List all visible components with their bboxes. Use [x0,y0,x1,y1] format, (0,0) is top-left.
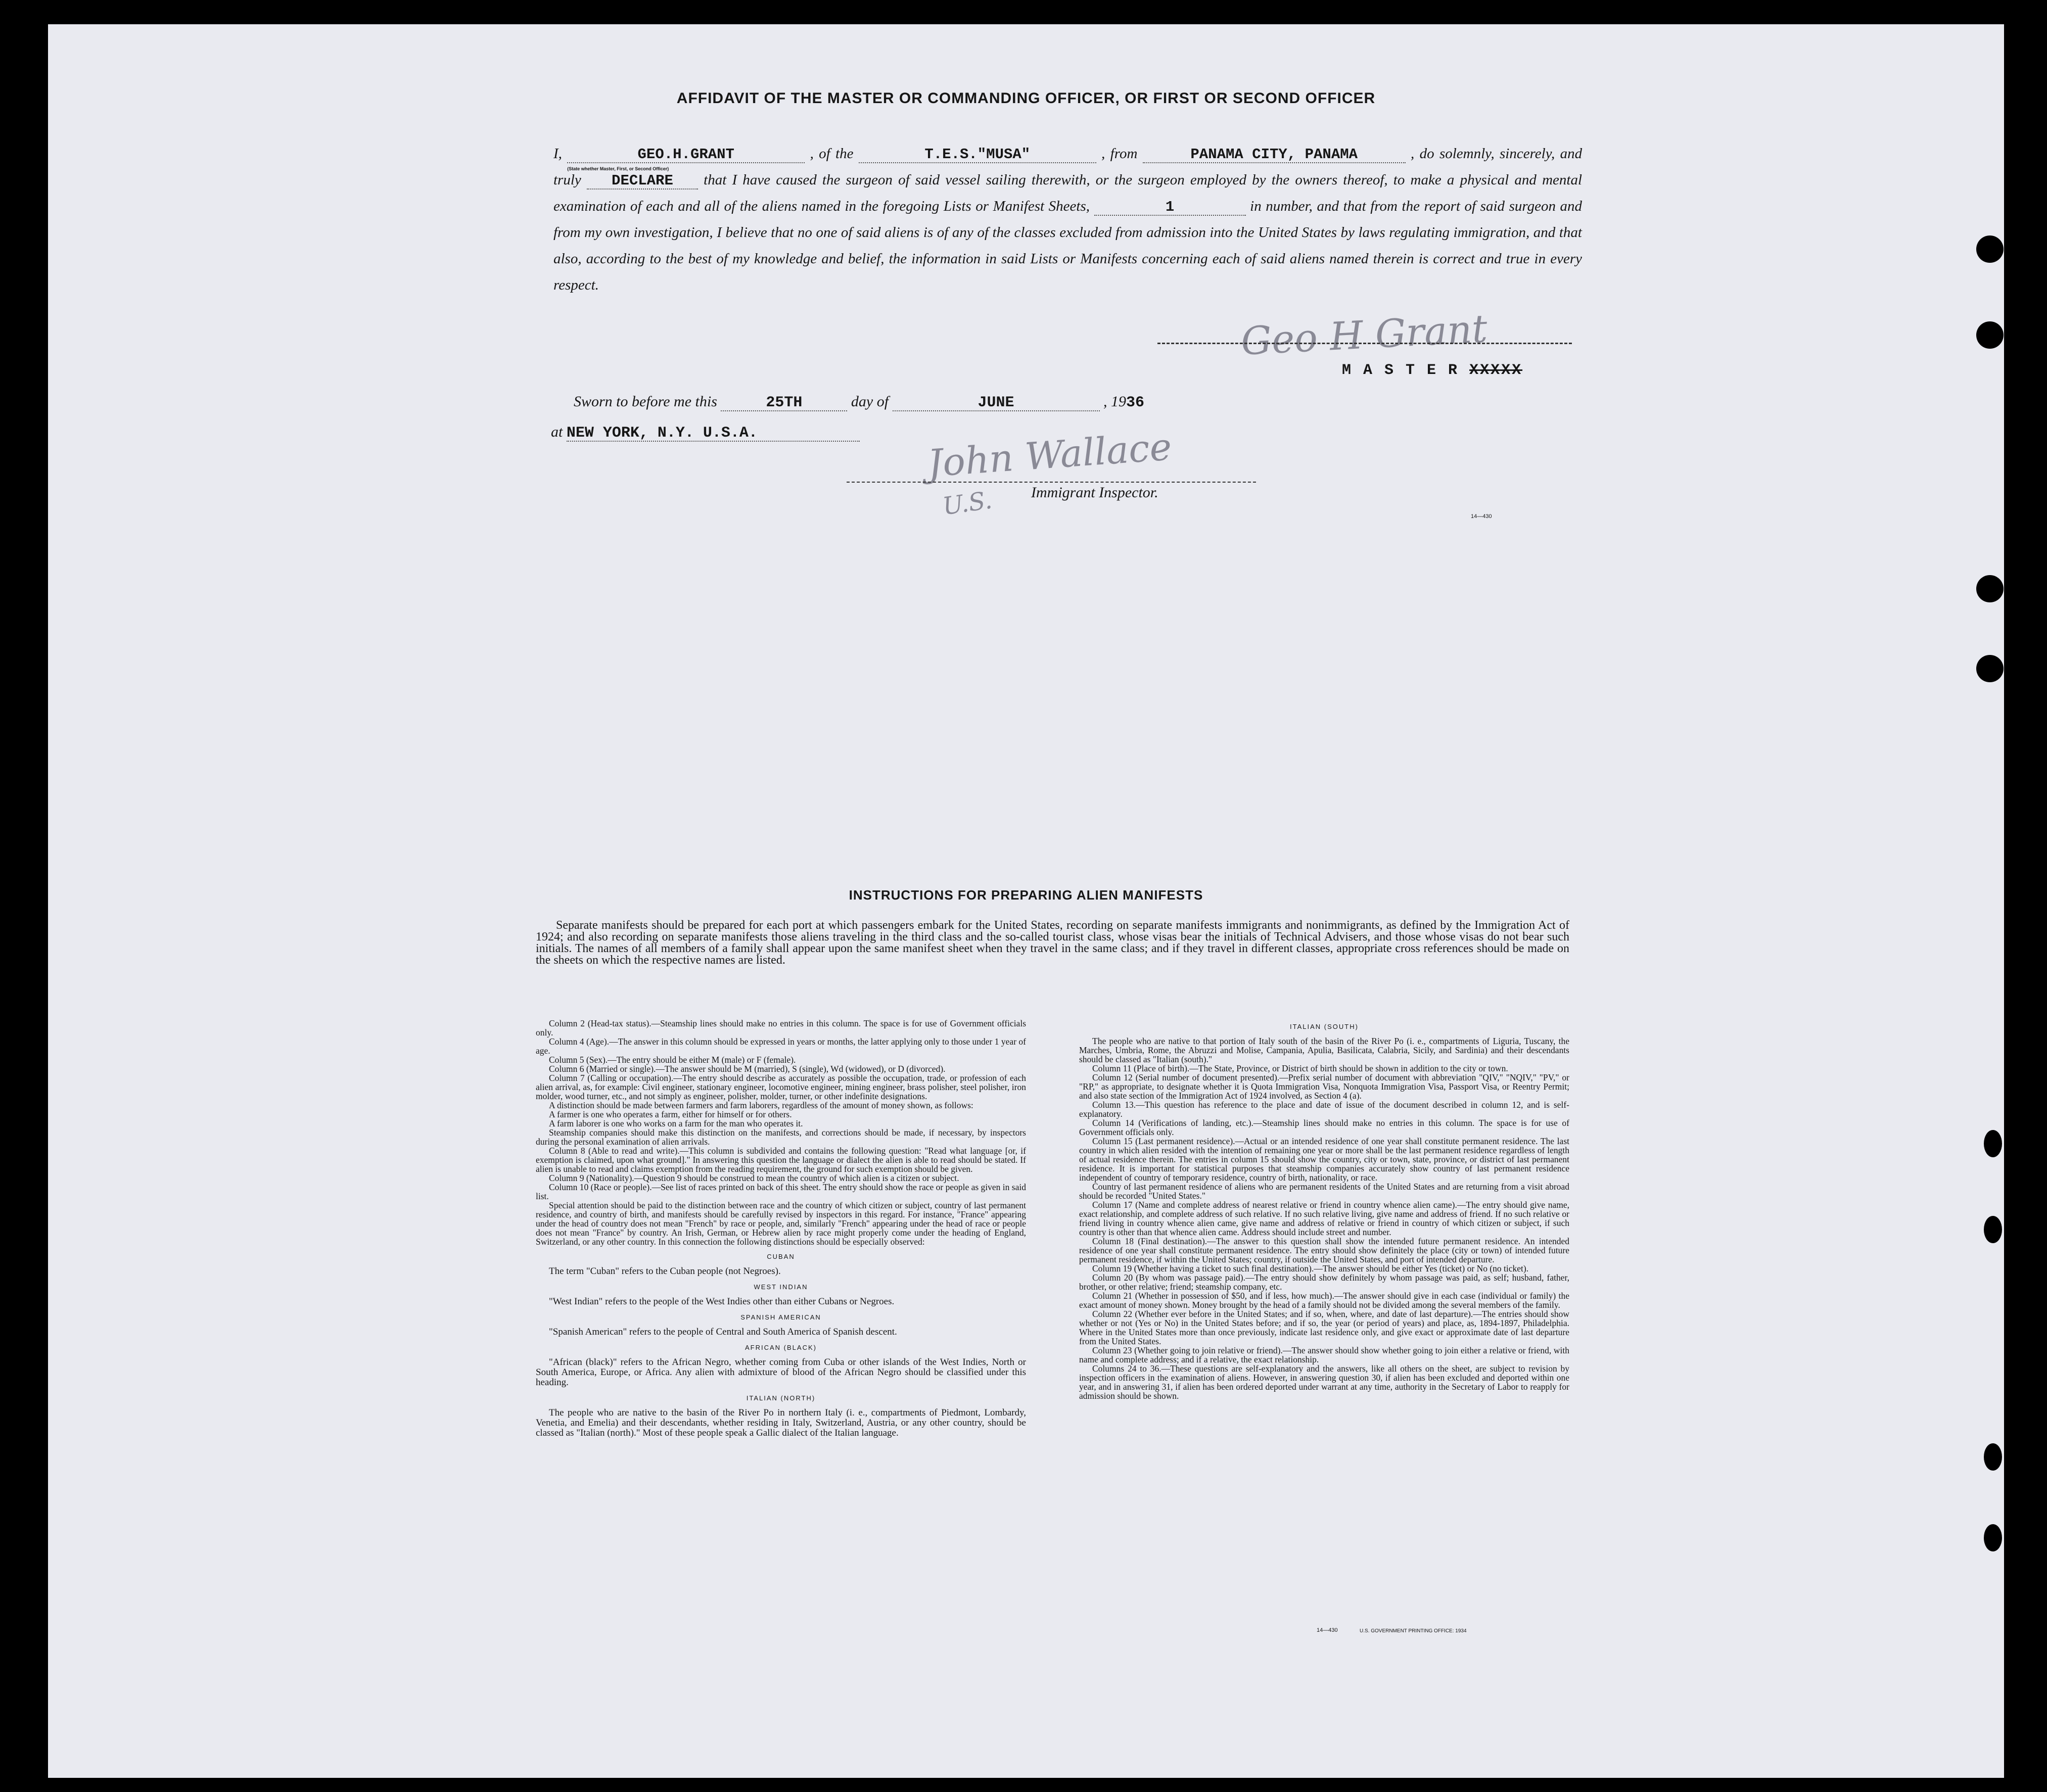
rank-struck: XXXXX [1469,362,1523,379]
instruction-paragraph: Column 13.—This question has reference to the place and date of issue of the document described in column 12, and is self-explanatory. [1079,1100,1569,1119]
inspector-signature-line [847,482,1256,483]
instruction-paragraph: Column 9 (Nationality).—Question 9 should be construed to mean the country of which alien is a citizen or subject. [549,1173,959,1183]
section-heading-cuban: CUBAN [767,1253,795,1260]
rank-value: M A S T E R [1342,362,1459,379]
instruction-paragraph: Special attention should be paid to the distinction between race and the country of which citizen or subject, country of last permanent residence, and country of birth, and manifests should be carefully revised by inspectors in this regard. For instance, "France" appearing under the head of country does not mean "French" by race or people, and, similarly "French" appearing under the head of race or people does not mean "France" by country. An Irish, German, or Hebrew alien by race might properly come under the heading of England, Switzerland, or any other country. In this connection the following distinctions should be especially observed: [536,1200,1026,1247]
instruction-paragraph: Steamship companies should make this distinction on the manifests, and corrections should be made, if necessary, by inspectors during the personal examination of alien arrivals. [536,1127,1026,1147]
sworn-statement [574,393,1144,411]
instruction-paragraph: Column 20 (By whom was passage paid).—The entry should show definitely by whom passage was paid, as self; husband, father, brother, or other relative; friend; steamship company, etc. [1079,1272,1569,1292]
inspector-signature: John Wallace [926,425,1173,486]
instruction-paragraph: Column 15 (Last permanent residence).—Actual or an intended residence of one year shall constitute permanent residence. The last country in which alien resided with the intention of remaining one year or more shall be the last permanent residence regardless of length of actual residence therein. The entries in column 15 should show the country, city or town, state, province, or district of last permanent residence. It is important for statistical purposes that steamship companies accurately show country of last permanent residence independent of country of temporary residence, country of birth, nationality, or race. [1079,1136,1569,1183]
instruction-paragraph: Column 17 (Name and complete address of nearest relative or friend in country whence alien came).—The entry should give name, exact relationship, and complete address of such relative. If no such relative living, give name and address of friend. If no such relative or friend living in country whence alien came, give name and address of relative or friend in country of which citizen or subject, if such country is other than that whence alien came. Address should include street and number. [1079,1200,1569,1237]
sworn-text: day of [851,393,889,410]
sworn-text: at [551,423,563,440]
punch-hole [1984,1216,2002,1243]
instruction-paragraph: Column 22 (Whether ever before in the United States; and if so, when, where, and date of last departure).—The entries should show whether or not (Yes or No) in the United States before; and if so, the year (or period of years) and place, as, 1894-1897, Philadelphia. Where in the United States more than once previously, indicate last residence only, and give exact or approximate date of last departure from the United States. [1079,1309,1569,1346]
inspector-title: Immigrant Inspector. [1031,484,1158,501]
instruction-paragraph: Column 4 (Age).—The answer in this column should be expressed in years or months, the latter applying only to those under 1 year of age. [536,1036,1026,1056]
form-number: 14—430 [1471,513,1492,520]
sworn-day: 25TH [721,395,847,411]
punch-hole [1976,321,2004,349]
sworn-year: 36 [1126,394,1145,411]
signature-line [1157,343,1572,344]
instruction-paragraph: Column 18 (Final destination).—The answer to this question shall show the intended future permanent residence. An intended residence of one year shall constitute permanent residence. The entry should show definitely the place (city or town) of intended future permanent residence, if within the United States; country, if outside the United States, and port of intended departure. [1079,1236,1569,1264]
footer-form-number: 14—430 [1317,1627,1338,1633]
declare-field: DECLARE [587,173,698,190]
instruction-paragraph: "Spanish American" refers to the people of Central and South America of Spanish descent. [549,1327,897,1337]
punch-hole [1976,235,2004,263]
sworn-month: JUNE [893,395,1100,411]
affidavit-text: I, [553,146,562,162]
instruction-paragraph: Column 11 (Place of birth).—The State, Province, or District of birth should be shown in addition to the city or town. [1092,1063,1508,1073]
inspector-initials: U.S. [941,486,994,521]
affidavit-text: that I have caused the surgeon of said vessel sailing therewith, or the surgeon employed by the owners thereof, to make a physical and mental examination of each and all of the aliens named in the foregoing Lists or Manifest Sheets, [553,172,1583,214]
instruction-paragraph: "African (black)" refers to the African Negro, whether coming from Cuba or other islands of the West Indies, North or South America, Europe, or Africa. Any alien with admixture of blood of the African Negro should be classified under this heading. [536,1357,1026,1388]
instruction-paragraph: The term "Cuban" refers to the Cuban people (not Negroes). [549,1266,781,1277]
vessel-name: T.E.S."MUSA" [859,147,1096,163]
instruction-paragraph: Column 10 (Race or people).—See list of races printed on back of this sheet. The entry should show the race or people as given in said list. [536,1182,1026,1201]
punch-hole [1976,575,2004,602]
instructions-intro: Separate manifests should be prepared for each port at which passengers embark for the United States, recording on separate manifests immigrants and nonimmigrants, as defined by the Immigration Act of 1924; and also recording on separate manifests those aliens traveling in the third class and the so-called tourist class, whose visas bear the initials of Technical Advisers, and those whose visas do not bear such initials. The names of all members of a family shall appear upon the same manifest sheet when they travel in the same class; and if they travel in different classes, appropriate cross references should be made on the sheets on which the respective names are listed. [536,919,1569,967]
instruction-paragraph: Column 7 (Calling or occupation).—The entry should describe as accurately as possible the occupation, trade, or profession of each alien arrival, as, for example: Civil engineer, stationary engineer, locomotive engineer, mining engineer, brass polisher, steel polisher, iron molder, wood turner, etc., and not simply as engineer, polisher, molder, turner, or other indefinite designations. [536,1073,1026,1101]
punch-hole [1984,1524,2002,1551]
instructions-title: INSTRUCTIONS FOR PREPARING ALIEN MANIFESTS [849,887,1203,903]
instruction-paragraph: The people who are native to the basin of the River Po in northern Italy (i. e., compartments of Piedmont, Lombardy, Venetia, and Emelia) and their descendants, whether residing in Italy, Switzerland, Austria, or any other country, should be classed as "Italian (north)." Most of these people speak a Gallic dialect of the Italian language. [536,1407,1026,1438]
instructions-right-column [1079,1022,1569,1400]
affidavit-text: , from [1101,146,1138,162]
instruction-paragraph: Column 6 (Married or single).—The answer should be M (married), S (single), Wd (widowed), or D (divorced). [549,1064,946,1074]
section-heading-italian-south: ITALIAN (SOUTH) [1290,1023,1359,1030]
instruction-paragraph: Column 19 (Whether having a ticket to such final destination).—The answer should be either Yes (ticket) or No (no ticket). [1092,1263,1529,1274]
section-heading-italian-north: ITALIAN (NORTH) [746,1394,816,1402]
sworn-text: , 19 [1103,393,1127,410]
instruction-paragraph: Column 21 (Whether in possession of $50, and if less, how much).—The answer should give in each case (individual or family) the exact amount of money shown. Money brought by the head of a family should not be divided among the several members of the family. [1079,1291,1569,1310]
sheets-count: 1 [1094,200,1246,216]
officer-rank [1342,362,1522,379]
master-signature: Geo H Grant [1240,306,1488,364]
instruction-paragraph: "West Indian" refers to the people of the West Indies other than either Cubans or Negroes. [549,1296,895,1307]
affidavit-title: AFFIDAVIT OF THE MASTER OR COMMANDING OFFICER, OR FIRST OR SECOND OFFICER [676,90,1376,107]
sworn-place: NEW YORK, N.Y. U.S.A. [567,426,860,442]
affidavit-text: solemnly, sincerely, and truly [553,146,1583,188]
section-heading-west-indian: WEST INDIAN [754,1283,808,1291]
punch-hole [1976,655,2004,682]
punch-hole [1984,1130,2002,1157]
instruction-paragraph: Column 5 (Sex).—The entry should be either M (male) or F (female). [549,1055,796,1065]
section-heading-african: AFRICAN (BLACK) [745,1344,817,1351]
instruction-paragraph: Column 8 (Able to read and write).—This column is subdivided and contains the following question: "Read what language [or, if exemption is claimed, upon what ground]." In answering this question the language or dialect the alien is able to read should be stated. If alien is unable to read and claims exemption from the reading requirement, the ground for such exemption should be given. [536,1146,1026,1174]
instruction-paragraph: Column 12 (Serial number of document presented).—Prefix serial number of document with abbreviation "QIV," "NQIV," "PV," or "RP," as appropriate, to designate whether it is Quota Immigration Visa, Nonquota Immigration Visa, Passport Visa, or Reentry Permit; and also state section of the Immigration Act of 1924 involved, as Section 4 (a). [1079,1072,1569,1101]
instructions-left-column [536,1019,1026,1438]
manifest-page [48,24,2004,1778]
sworn-text: Sworn to before me this [574,393,717,410]
officer-name-value: GEO.H.GRANT [637,146,734,163]
instruction-paragraph: The people who are native to that portion of Italy south of the basin of the River Po (i. e., compartments of Liguria, Tuscany, the Marches, Umbria, Rome, the Abruzzi and Molise, Campania, Apulia, Basilicata, Calabria, Sicily, and Sardinia) and their descendants should be classed as "Italian (south)." [1079,1036,1569,1064]
instruction-paragraph: A farmer is one who operates a farm, either for himself or for others. [549,1109,792,1119]
printer-imprint: U.S. GOVERNMENT PRINTING OFFICE: 1934 [1360,1628,1467,1634]
instruction-paragraph: A farm laborer is one who works on a farm for the man who operates it. [549,1118,803,1128]
instruction-paragraph: Country of last permanent residence of aliens who are permanent residents of the United States and are returning from a visit abroad should be recorded "United States." [1079,1182,1569,1201]
punch-hole [1984,1443,2002,1471]
instruction-paragraph: Column 14 (Verifications of landing, etc.).—Steamship lines should make no entries in this column. The space is for use of Government officials only. [1079,1118,1569,1137]
instruction-paragraph: A distinction should be made between farmers and farm laborers, regardless of the amount of money shown, as follows: [549,1100,973,1110]
instruction-paragraph: Column 23 (Whether going to join relative or friend).—The answer should show whether going to join either a relative or friend, with name and complete address; and if a relative, the exact relationship. [1079,1345,1569,1364]
sworn-place-line [551,423,860,442]
affidavit-text: , of the [810,146,854,162]
instruction-paragraph: Column 2 (Head-tax status).—Steamship lines should make no entries in this column. The space is for use of Government officials only. [536,1018,1026,1038]
section-heading-spanish-american: SPANISH AMERICAN [740,1313,821,1321]
affidavit-body [553,140,1582,298]
affidavit-text: , do [1411,146,1434,162]
instruction-paragraph: Columns 24 to 36.—These questions are self-explanatory and the answers, like all others on the sheet, are subject to revision by inspection officers in the examination of aliens. However, in answering question 30, if alien has been excluded and deported within one year, and in answering 31, if alien has been ordered deported under warrant at any time, authority in the Secretary of Labor to reapply for admission should be shown. [1079,1363,1569,1401]
departure-port: PANAMA CITY, PANAMA [1143,147,1406,163]
officer-name [567,146,805,171]
affidavit-text: in number, and that from the report of said surgeon and from my own investigation, I believe that no one of said aliens is of any of the classes excluded from admission into the United States by laws regulating immigration, and that also, according to the best of my knowledge and belief, the information in said Lists or Manifests concerning each of said aliens named therein is correct and true in every respect. [553,198,1583,293]
officer-name-note: (State whether Master, First, or Second Officer) [567,166,669,171]
